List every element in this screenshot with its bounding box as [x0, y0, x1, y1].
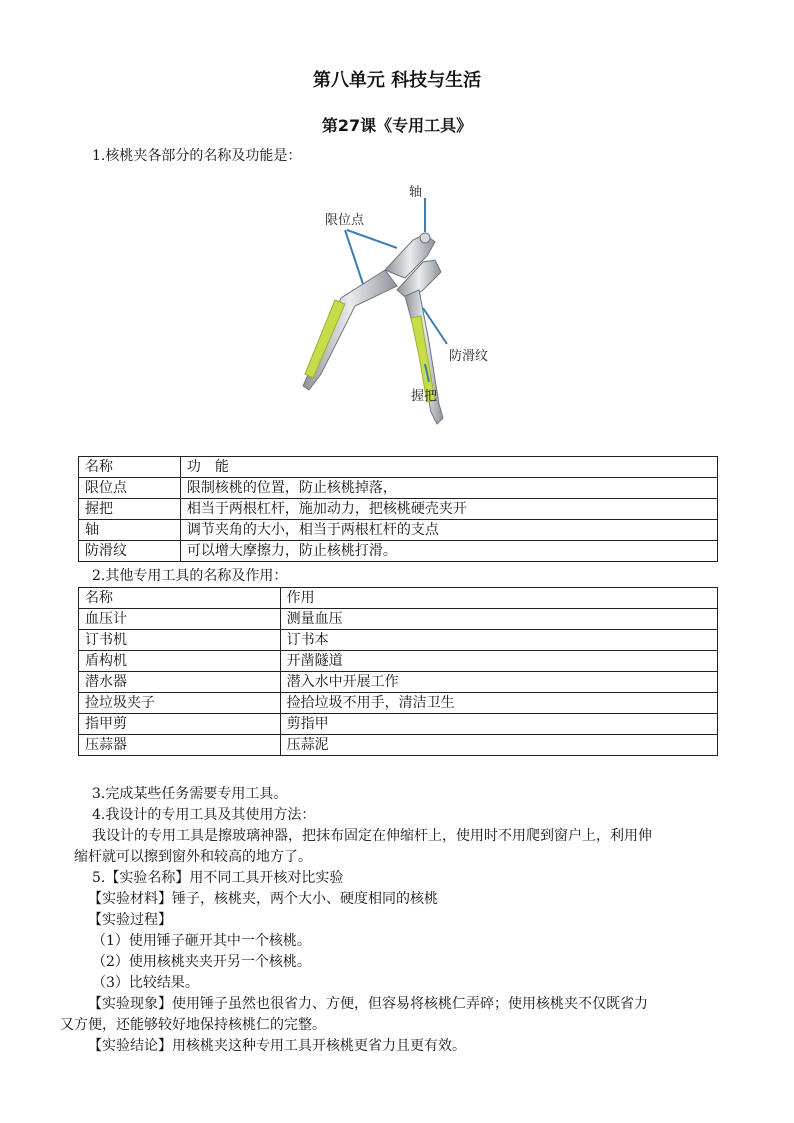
experiment-step-1: （1）使用锤子砸开其中一个核桃。 [92, 933, 311, 949]
question-4-prompt: 4.我设计的专用工具及其使用方法： [92, 807, 316, 823]
table-cell: 血压计 [79, 609, 281, 630]
left-arm [303, 270, 397, 390]
question-4-answer-line-2: 缩杆就可以擦到窗外和较高的地方了。 [74, 849, 312, 865]
table-cell: 防滑纹 [79, 541, 181, 562]
question-4-answer-line-1: 我设计的专用工具是擦玻璃神器，把抹布固定在伸缩杆上，使用时不用爬到窗户上，利用伸 [92, 828, 652, 844]
table-cell: 订书机 [79, 630, 281, 651]
table-cell: 盾构机 [79, 651, 281, 672]
label-grip: 握把 [411, 389, 438, 404]
nutcracker-illustration [285, 178, 525, 433]
table-row [79, 714, 718, 735]
table-cell: 开凿隧道 [280, 651, 717, 672]
table-cell: 可以增大摩擦力，防止核桃打滑。 [180, 541, 717, 562]
table-cell: 测量血压 [280, 609, 717, 630]
table-cell: 潜入水中开展工作 [280, 672, 717, 693]
experiment-phenomenon-line-1: 【实验现象】使用锤子虽然也很省力、方便，但容易将核桃仁弄碎；使用核桃夹不仅既省力 [88, 996, 648, 1012]
pivot-axis [420, 233, 430, 243]
table-row [79, 609, 718, 630]
special-tools-table [78, 587, 718, 756]
table-cell: 剪指甲 [280, 714, 717, 735]
table-header-row [79, 457, 718, 478]
experiment-phenomenon-line-2: 又方便，还能够较好地保持核桃仁的完整。 [60, 1017, 326, 1033]
table-header-cell: 名称 [79, 457, 181, 478]
table-row [79, 651, 718, 672]
table-cell: 订书本 [280, 630, 717, 651]
table-cell: 调节夹角的大小，相当于两根杠杆的支点 [180, 520, 717, 541]
experiment-process: 【实验过程】 [88, 912, 172, 928]
table-cell: 压蒜泥 [280, 735, 717, 756]
lesson-title: 第27课《专用工具》 [321, 116, 473, 135]
table-row [79, 735, 718, 756]
nutcracker-parts-table [78, 456, 718, 562]
answers-section [60, 784, 738, 1057]
experiment-materials: 【实验材料】锤子，核桃夹，两个大小、硬度相同的核桃 [88, 891, 438, 907]
table-cell: 压蒜器 [79, 735, 281, 756]
table-row [79, 630, 718, 651]
table-row [79, 499, 718, 520]
label-anti-slip: 防滑纹 [449, 349, 489, 364]
label-axis: 轴 [409, 185, 423, 200]
table-cell: 捡垃圾夹子 [79, 693, 281, 714]
table-header-cell: 功 能 [180, 457, 717, 478]
table-cell: 捡拾垃圾不用手，清洁卫生 [280, 693, 717, 714]
unit-title: 第八单元 科技与生活 [312, 70, 482, 91]
table-cell: 潜水器 [79, 672, 281, 693]
limit-callout-1 [345, 230, 363, 284]
experiment-step-2: （2）使用核桃夹夹开另一个核桃。 [92, 954, 311, 970]
nutcracker-figure [285, 178, 525, 433]
table-cell: 限制核桃的位置，防止核桃掉落， [180, 478, 717, 499]
table-row [79, 520, 718, 541]
table-cell: 相当于两根杠杆，施加动力，把核桃硬壳夹开 [180, 499, 717, 520]
table-header-row [79, 588, 718, 609]
limit-callout-2 [347, 230, 397, 248]
label-limit-point: 限位点 [325, 213, 365, 228]
table-cell: 轴 [79, 520, 181, 541]
experiment-step-3: （3）比较结果。 [92, 975, 199, 991]
table-row [79, 693, 718, 714]
question-3: 3.完成某些任务需要专用工具。 [92, 786, 288, 802]
table-cell: 指甲剪 [79, 714, 281, 735]
table-header-cell: 作用 [280, 588, 717, 609]
table-row [79, 478, 718, 499]
question-2-prompt: 2.其他专用工具的名称及作用： [92, 568, 288, 584]
table-header-cell: 名称 [79, 588, 281, 609]
table-cell: 握把 [79, 499, 181, 520]
table-cell: 限位点 [79, 478, 181, 499]
question-5-title: 5.【实验名称】用不同工具开核对比实验 [92, 870, 344, 886]
table-row [79, 541, 718, 562]
experiment-conclusion: 【实验结论】用核桃夹这种专用工具开核桃更省力且更有效。 [88, 1038, 466, 1054]
table-row [79, 672, 718, 693]
question-1-prompt: 1.核桃夹各部分的名称及功能是： [92, 148, 302, 164]
